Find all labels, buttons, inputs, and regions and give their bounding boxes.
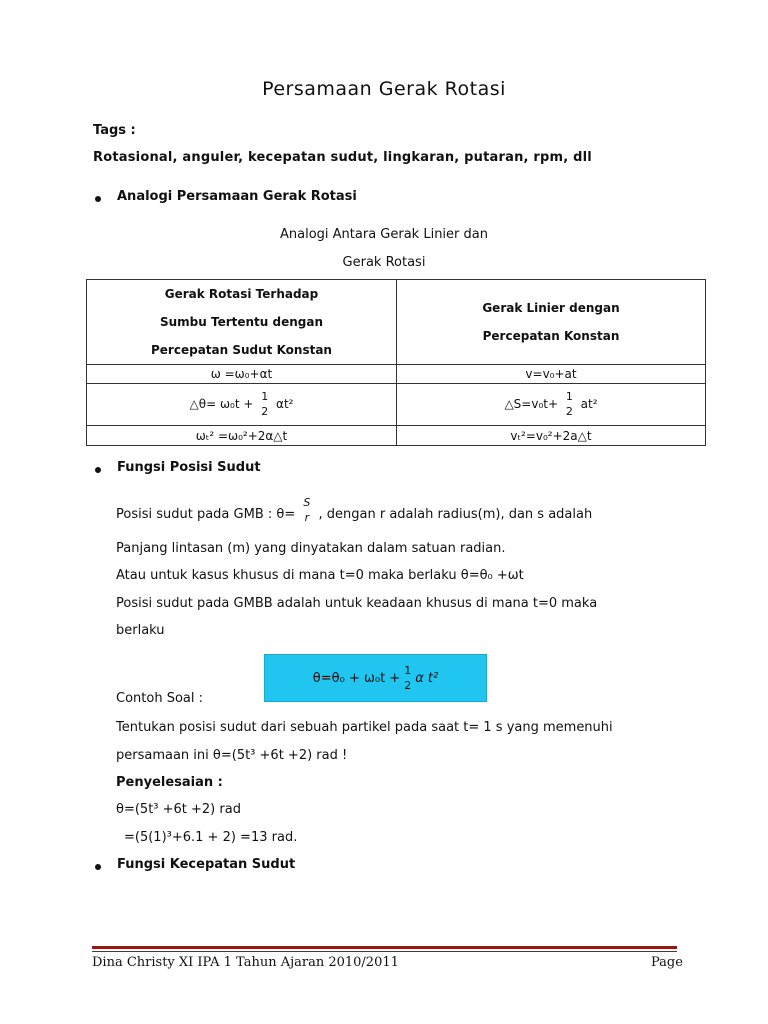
contoh-soal-label: Contoh Soal : bbox=[116, 691, 203, 706]
fraction: 1 2 bbox=[261, 390, 269, 418]
tags-value: Rotasional, anguler, kecepatan sudut, lingkaran, putaran, rpm, dll bbox=[93, 150, 592, 165]
text-line: Panjang lintasan (m) yang dinyatakan dalam satuan radian. bbox=[116, 541, 506, 556]
table-caption-line2: Gerak Rotasi bbox=[342, 255, 426, 270]
text-line: Atau untuk kasus khusus di mana t=0 maka berlaku θ=θ₀ +ωt bbox=[116, 568, 524, 583]
footer-author: Dina Christy XI IPA 1 Tahun Ajaran 2010/2011 bbox=[92, 955, 399, 970]
footer-divider bbox=[92, 946, 677, 949]
table-header-linier: Gerak Linier dengan Percepatan Konstan bbox=[397, 280, 706, 365]
table-header-rotasi: Gerak Rotasi Terhadap Sumbu Tertentu dengan Percepatan Sudut Konstan bbox=[87, 280, 397, 365]
table-cell: v=v₀+at bbox=[397, 365, 706, 384]
bullet-icon bbox=[95, 864, 101, 870]
bullet-icon bbox=[95, 196, 101, 202]
table-cell: vₜ²=v₀²+2a△t bbox=[397, 426, 706, 446]
footer-page: Page bbox=[651, 955, 683, 970]
fraction: S r bbox=[303, 496, 311, 524]
footer-divider bbox=[92, 951, 677, 952]
table-cell: ωₜ² =ω₀²+2α△t bbox=[87, 426, 397, 446]
fraction: 1 2 bbox=[404, 663, 412, 692]
table-cell: △θ= ω₀t + 1 2 αt² bbox=[87, 384, 397, 426]
page-title: Persamaan Gerak Rotasi bbox=[262, 78, 506, 100]
text-line: persamaan ini θ=(5t³ +6t +2) rad ! bbox=[116, 748, 348, 763]
text-line: berlaku bbox=[116, 623, 165, 638]
table-cell: ω =ω₀+αt bbox=[87, 365, 397, 384]
section-kecepatan-heading: Fungsi Kecepatan Sudut bbox=[117, 857, 296, 872]
text-line: Posisi sudut pada GMBB adalah untuk keadaan khusus di mana t=0 maka bbox=[116, 596, 598, 611]
text-line: =(5(1)³+6.1 + 2) =13 rad. bbox=[124, 830, 298, 845]
fraction: 1 2 bbox=[565, 390, 573, 418]
bullet-icon bbox=[95, 467, 101, 473]
table-cell: △S=v₀t+ 1 2 at² bbox=[397, 384, 706, 426]
table-caption-line1: Analogi Antara Gerak Linier dan bbox=[280, 227, 488, 242]
text-line: θ=(5t³ +6t +2) rad bbox=[116, 802, 241, 817]
penyelesaian-label: Penyelesaian : bbox=[116, 775, 223, 790]
formula-box: θ=θ₀ + ω₀t + 1 2 α t² bbox=[264, 654, 487, 702]
text-line: Tentukan posisi sudut dari sebuah partikel pada saat t= 1 s yang memenuhi bbox=[116, 720, 613, 735]
analogy-table bbox=[86, 279, 706, 446]
section-analogi-heading: Analogi Persamaan Gerak Rotasi bbox=[117, 189, 357, 204]
section-posisi-heading: Fungsi Posisi Sudut bbox=[117, 460, 261, 475]
tags-label: Tags : bbox=[93, 123, 136, 138]
posisi-line: Posisi sudut pada GMB : θ= S r , dengan r adalah radius(m), dan s adalah bbox=[116, 496, 593, 524]
